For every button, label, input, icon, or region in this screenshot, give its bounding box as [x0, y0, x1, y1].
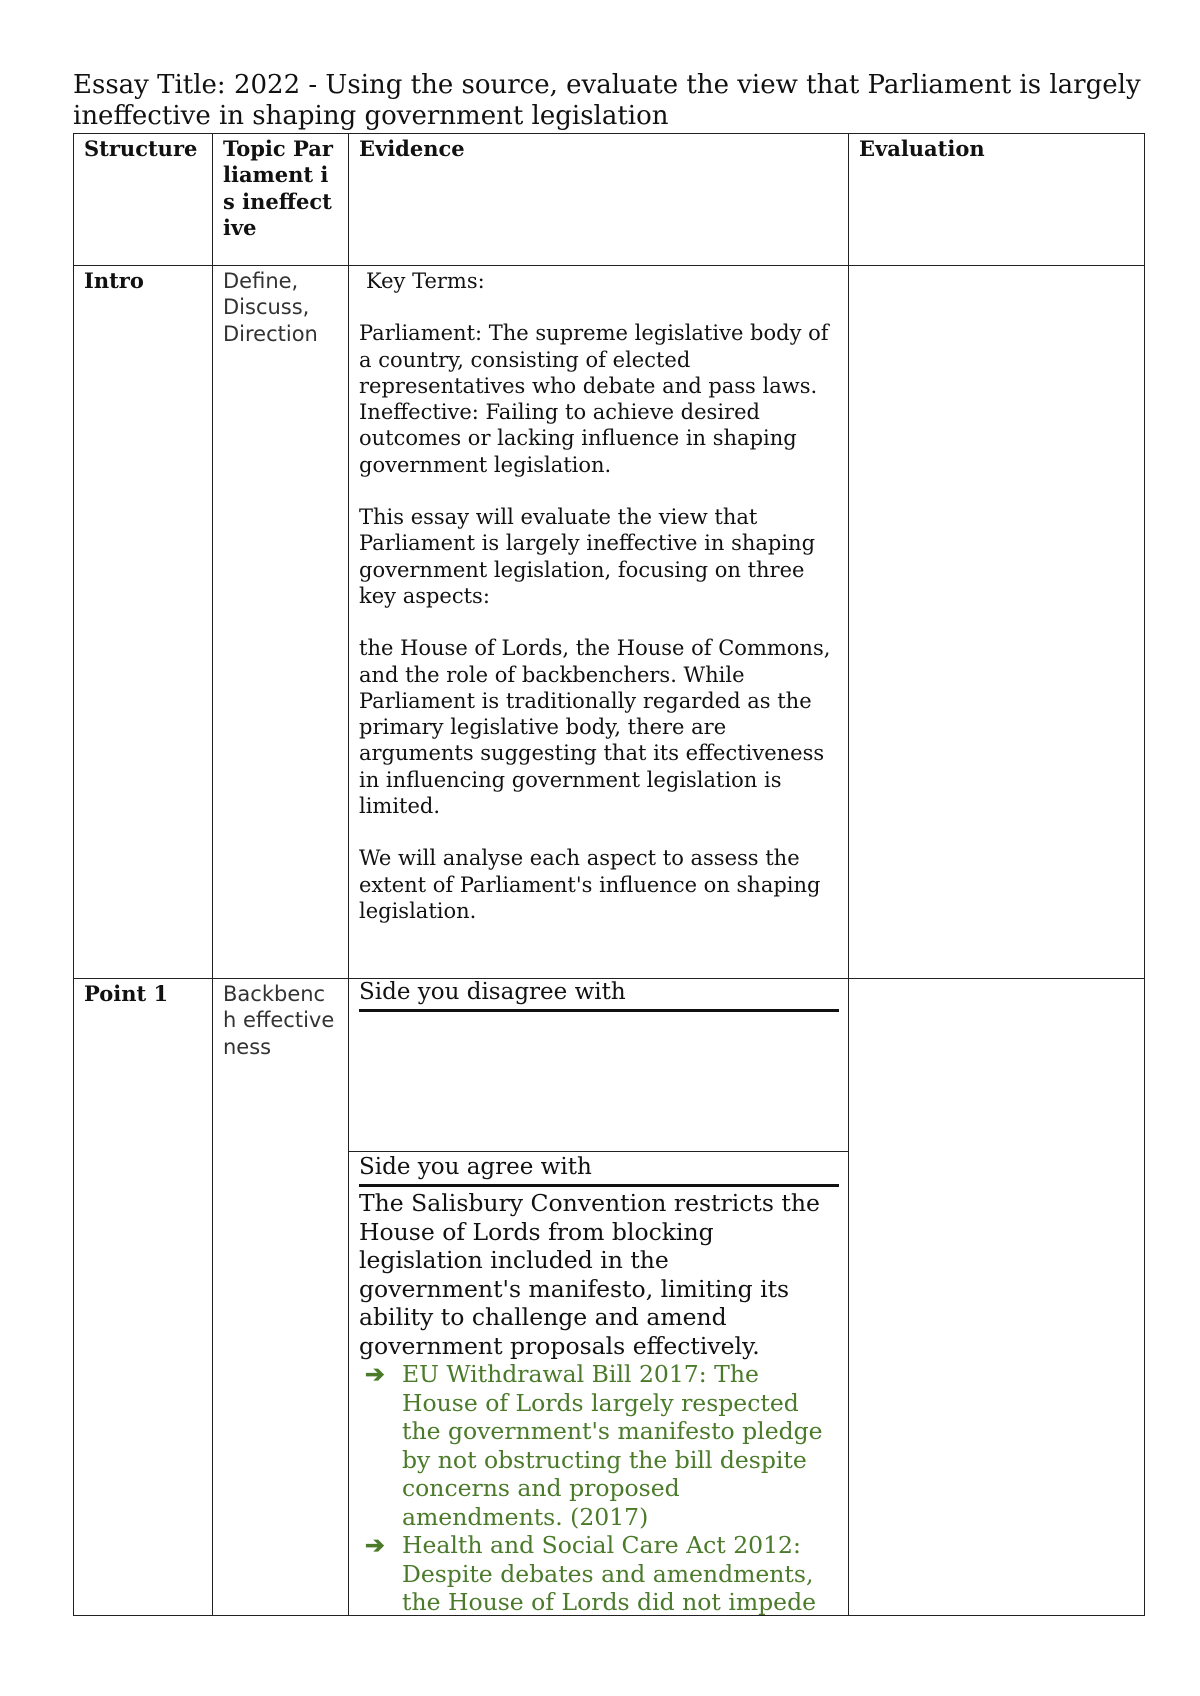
point1-structure-cell [74, 979, 213, 1616]
intro-row [74, 266, 1145, 979]
header-evidence-text: Evidence [359, 136, 465, 161]
point1-topic-cell [213, 979, 349, 1616]
definition-parliament: Parliament: The supreme legislative body of a country, consisting of elected representatives who debate and pass laws. [359, 321, 829, 398]
header-topic [213, 134, 349, 266]
agree-label: Side you agree with [359, 1154, 839, 1187]
essay-plan-table [73, 133, 1145, 1616]
point1-topic-label: Backbench effectiveness [223, 982, 335, 1059]
header-evaluation [849, 134, 1145, 266]
arrow-icon: ➔ [365, 1531, 385, 1559]
header-structure [74, 134, 213, 266]
intro-structure-cell [74, 266, 213, 979]
definition-ineffective: Ineffective: Failing to achieve desired outcomes or lacking influence in shaping government legislation. [359, 400, 797, 477]
example-text: Health and Social Care Act 2012: Despite debates and amendments, the House of Lords did not impede [402, 1531, 817, 1616]
disagree-section [359, 979, 838, 1151]
header-evidence [349, 134, 849, 266]
intro-topic-cell [213, 266, 349, 979]
point1-evidence-cell [349, 979, 849, 1616]
point1-structure-label: Point 1 [84, 981, 169, 1006]
agree-text: The Salisbury Convention restricts the House of Lords from blocking legislation included in the government's manifesto, limiting its ability to challenge and amend government proposals effectively. [359, 1189, 820, 1360]
intro-evidence-cell [349, 266, 849, 979]
intro-paragraph-2: the House of Lords, the House of Commons, and the role of backbenchers. While Parliament is traditionally regarded as the primary legislative body, there are arguments suggesting that its effectiveness in influencing government legislation is limited. [359, 636, 831, 819]
intro-structure-label: Intro [84, 268, 144, 293]
list-item [359, 1360, 838, 1531]
header-row [74, 134, 1145, 266]
example-list [359, 1360, 838, 1616]
intro-paragraph-1: This essay will evaluate the view that Parliament is largely ineffective in shaping government legislation, focusing on three key aspects: [359, 505, 816, 608]
agree-section [349, 1151, 848, 1616]
essay-title: Essay Title: 2022 - Using the source, evaluate the view that Parliament is largely ineffective in shaping government legislation [73, 70, 1141, 131]
list-item [359, 1531, 838, 1616]
intro-topic-label: Define, Discuss, Direction [223, 269, 318, 346]
header-evaluation-text: Evaluation [859, 136, 985, 161]
header-structure-text: Structure [84, 136, 198, 161]
example-text: EU Withdrawal Bill 2017: The House of Lords largely respected the government's manifesto pledge by not obstructing the bill despite concerns and proposed amendments. (2017) [402, 1360, 823, 1531]
point1-row [74, 979, 1145, 1616]
point1-evaluation-cell [849, 979, 1145, 1616]
arrow-icon: ➔ [365, 1360, 385, 1388]
intro-evaluation-cell [849, 266, 1145, 979]
intro-paragraph-3: We will analyse each aspect to assess the extent of Parliament's influence on shaping legislation. [359, 846, 821, 923]
key-terms-heading: Key Terms: [366, 269, 485, 293]
header-topic-text: Topic Parliament is ineffective [223, 136, 333, 240]
disagree-label: Side you disagree with [359, 979, 839, 1012]
